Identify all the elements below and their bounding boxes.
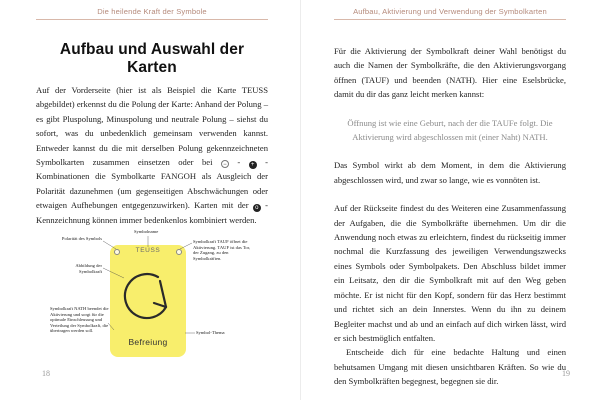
plus-polarity-icon: + [249, 161, 257, 169]
right-body-text [334, 44, 566, 389]
label-symbol-theme: Symbol-Thema [196, 330, 225, 335]
running-head-left: Die heilende Kraft der Symbole [97, 7, 207, 16]
card-name: TEUSS [135, 247, 161, 254]
symbol-card [110, 245, 186, 357]
symbol-separator: - [228, 157, 249, 168]
paragraph-activation: Für die Aktivierung der Symbolkraft deiner Wahl benötigst du auch die Namen der Symbolkräfte, die den Aktivierungsvorgang öffnen (TAUF) und beenden (NATH). Hier eine Eselsbrücke, damit du dir das ganz leicht merken kannst: [334, 46, 566, 100]
neutral-polarity-icon: o [253, 204, 261, 212]
chapter-title: Aufbau und Auswahl der Karten [59, 41, 245, 76]
right-page [300, 0, 600, 400]
header-rule-right [334, 19, 566, 20]
paragraph-backside: Auf der Rückseite findest du des Weiteren eine Zusammenfassung der Aufgaben, die die Symbolkräfte übernehmen. Um dir die Anwendung noch etwas zu erleichtern, findest du rückseitig immer nochmal die Kurzfassung des jeweiligen Verwendungszwecks eines Symbols oder Symbolpakets. Den Abschluss bildet immer ein Leitsatz, den dir die Symbolkraft mit auf den Weg geben möchte. Er ist nicht für den Kopf, sondern für das Herz bestimmt und richtet sich an dein Innerstes. Wenn du ihn zu deinem Begleiter machst und ab und an einfach auf dich wirken lässt, wird er sich bestmöglich entfalten. [334, 203, 566, 343]
paragraph-text-middle: -Kombinationen die Symbolkarte FANGOH als Ausgleich der Polarität dazunehmen (um gegenseitigen Abschwächungen oder etwaigen Aufhebungen entgegenzuwirken). Karten mit der [36, 157, 268, 211]
card-theme: Befreiung [128, 337, 168, 347]
page-number-right: 19 [562, 369, 570, 378]
minus-polarity-icon: − [221, 160, 229, 168]
label-polarity: Polarität des Symbols [61, 236, 102, 241]
paragraph-attitude: Entscheide dich für eine bedachte Haltung und einen behutsamen Umgang mit diesen unsichtbaren Kräften. So wie du den Symbolkräften begegnest, begegnen sie dir. [334, 347, 566, 387]
teuss-symbol-icon [120, 269, 176, 325]
paragraph-text-start: Auf der Vorderseite (hier ist als Beispiel die Karte TEUSS abgebildet) erkennst du die Polung der Karte: Anhand der Polung – es gibt Pluspolung, Minuspolung und neutrale Polung – siehst du sofort, was du unbedenklich gemeinsam verwenden kannst. Entweder kannst du die mit derselben Polung gekennzeichneten Symbolkarten zusammen einsetzen oder bei [36, 85, 268, 168]
left-paragraph [36, 83, 268, 227]
paragraph-effect: Das Symbol wirkt ab dem Moment, in dem die Aktivierung abgeschlossen wird, und zwar so lange, wie es vonnöten ist. [334, 160, 566, 185]
header-rule-left [36, 19, 268, 20]
left-body-text [36, 83, 268, 227]
page-number-left: 18 [42, 369, 50, 378]
running-head-right: Aufbau, Aktivierung und Verwendung der Symbolkarten [353, 7, 547, 16]
label-nath: Symbolkraft NATH beendet die Aktivierung und sorgt für die optimale Einschleusung und Verteilung der Symbolkraft, die übertragen werden soll. [50, 306, 109, 334]
paragraph-text-end: -Kennzeichnung können immer bedenkenlos kombiniert werden. [36, 200, 268, 225]
label-symbol-image: Abbildung der Symbolkraft [75, 263, 102, 274]
label-symbol-name: Symbolname [134, 229, 159, 234]
label-tauf: Symbolkraft TAUF öffnet die Aktivierung. TAUF ist das Tor, der Zugang, zu den Symbolkräften. [193, 239, 251, 261]
mnemonic-quote: Öffnung ist wie eine Geburt, nach der die TAUFe folgt. Die Aktivierung wird abgeschlossen mit (einer Naht) NATH. [347, 117, 553, 143]
